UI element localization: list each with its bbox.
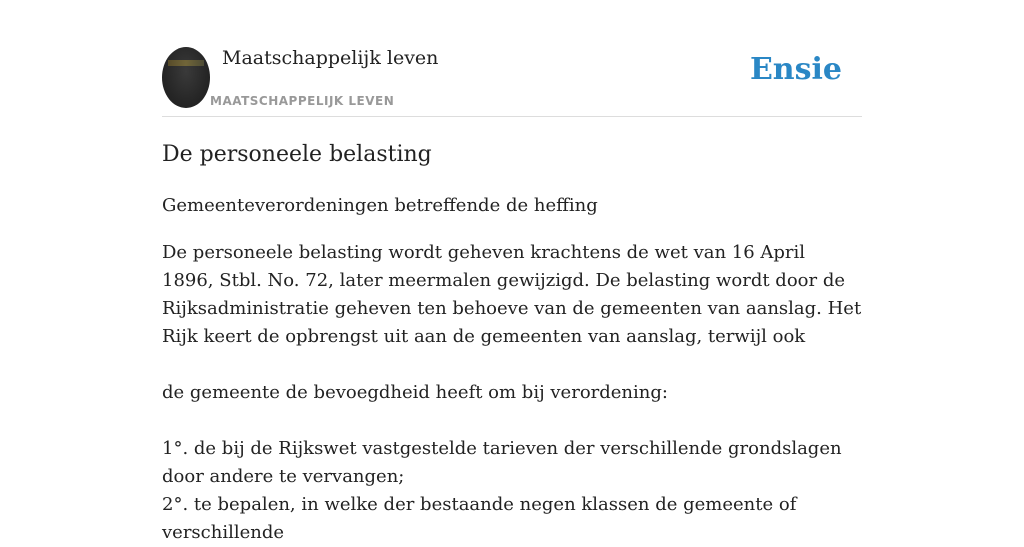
article-title: De personeele belasting [162, 142, 432, 167]
brand-logo[interactable]: Ensie [749, 52, 842, 87]
list-item: 2°. te bepalen, in welke der bestaande negen klassen de gemeente of verschillende [162, 494, 797, 543]
paragraph-spacer [162, 407, 862, 435]
article-subtitle: Gemeenteverordeningen betreffende de heffing [162, 195, 598, 216]
collection-avatar[interactable] [162, 47, 210, 108]
article-body [162, 239, 862, 547]
article-paragraph: De personeele belasting wordt geheven krachtens de wet van 16 April 1896, Stbl. No. 72, later meermalen gewijzigd. De belasting wordt door de Rijksadministratie geheven ten behoeve van de gemeenten van aanslag. Het Rijk keert de opbrengst uit aan de gemeenten van aanslag, terwijl ook [162, 242, 862, 347]
collection-title[interactable]: Maatschappelijk leven [222, 47, 439, 69]
page [162, 0, 862, 543]
list-item: 1°. de bij de Rijkswet vastgestelde tarieven der verschillende grondslagen door andere te vervangen; [162, 438, 842, 487]
article-paragraph: de gemeente de bevoegdheid heeft om bij verordening: [162, 382, 668, 403]
avatar-image-detail [168, 60, 204, 66]
collection-header [162, 0, 862, 117]
paragraph-spacer [162, 351, 862, 379]
collection-tag[interactable]: MAATSCHAPPELIJK LEVEN [210, 94, 395, 108]
